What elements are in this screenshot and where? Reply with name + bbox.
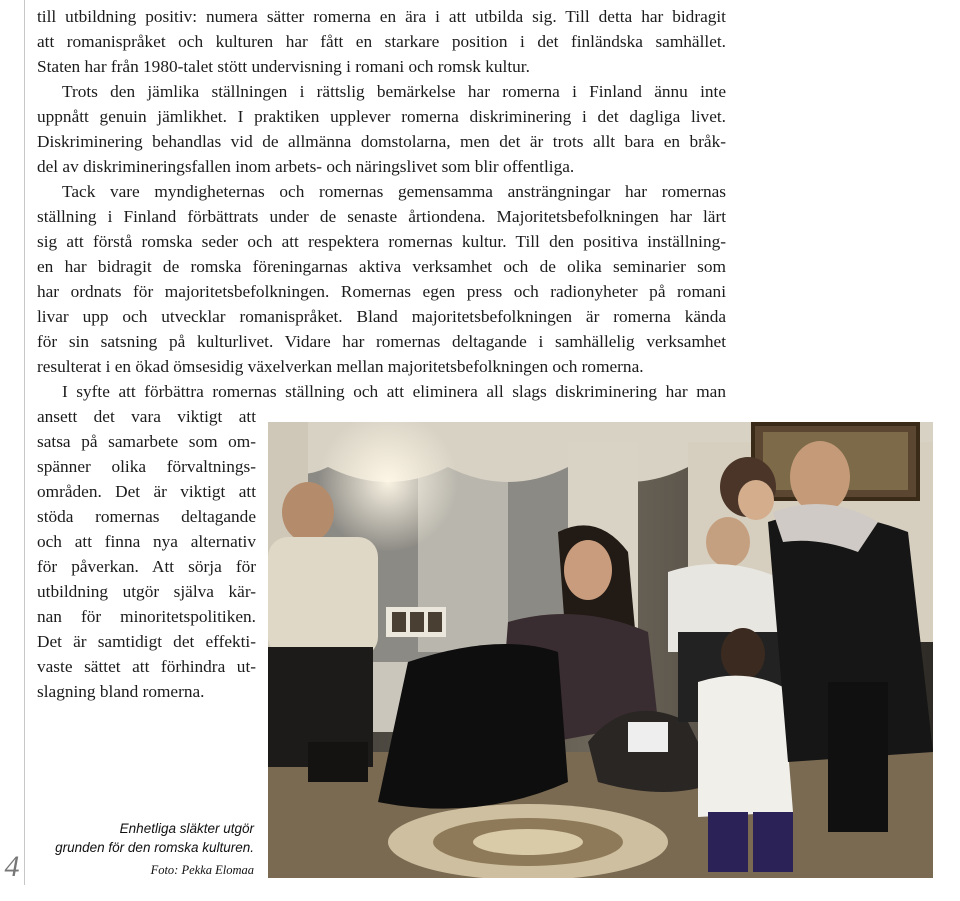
body-line: Staten har från 1980-talet stött undervisning i romani och romsk kultur. xyxy=(37,57,530,76)
page-number: 4 xyxy=(4,850,20,883)
body-line: sig att förstå romska seder och att respektera romernas kultur. Till den positiva inställning- xyxy=(37,232,726,251)
photo-credit: Foto: Pekka Elomaa xyxy=(150,863,254,877)
body-line: slagning bland romerna. xyxy=(37,682,205,701)
body-line: till utbildning positiv: numera sätter romerna en ära i att utbilda sig. Till detta har bidragit xyxy=(37,7,726,26)
family-photo xyxy=(268,422,933,878)
body-line: Trots den jämlika ställningen i rättslig bemärkelse har romerna i Finland ännu inte xyxy=(62,82,726,101)
body-line: ansett det vara viktigt att xyxy=(37,407,256,426)
body-line: att romanispråket och kulturen har fått en starkare position i det finländska samhället. xyxy=(37,32,726,51)
body-line: för påverkan. Att sörja för xyxy=(37,557,256,576)
body-line: en har bidragit de romska föreningarnas aktiva verksamhet och de olika seminarier som xyxy=(37,257,726,276)
body-line: livar upp och utvecklar romanispråket. Bland majoritetsbefolkningen är romerna kända xyxy=(37,307,726,326)
body-line: spänner olika förvaltnings- xyxy=(37,457,256,476)
body-line: Det är samtidigt det effekti- xyxy=(37,632,256,651)
photo-caption: grunden för den romska kulturen. xyxy=(55,840,254,855)
body-line: områden. Det är viktigt att xyxy=(37,482,256,501)
body-line: stöda romernas deltagande xyxy=(37,507,256,526)
body-line: Diskriminering behandlas vid de allmänna domstolarna, men det är trots allt bara en bråk- xyxy=(37,132,726,151)
left-margin-rule xyxy=(24,0,25,885)
body-line: del av diskrimineringsfallen inom arbets- och näringslivet som blir offentliga. xyxy=(37,157,575,176)
body-line: vaste sättet att förhindra ut- xyxy=(37,657,256,676)
body-line: Tack vare myndigheternas och romernas gemensamma ansträngningar har romernas xyxy=(62,182,726,201)
body-line: har ordnats för majoritetsbefolkningen. Romernas egen press och radionyheter på romani xyxy=(37,282,726,301)
body-line: uppnått genuin jämlikhet. I praktiken upplever romerna diskriminering i det dagliga livet. xyxy=(37,107,726,126)
body-line: satsa på samarbete som om- xyxy=(37,432,256,451)
body-line: I syfte att förbättra romernas ställning och att eliminera all slags diskriminering har man xyxy=(62,382,726,401)
photo-caption: Enhetliga släkter utgör xyxy=(119,821,254,836)
body-line: ställning i Finland förbättrats under de senaste årtiondena. Majoritetsbefolkningen har lärt xyxy=(37,207,726,226)
body-line: och att finna nya alternativ xyxy=(37,532,256,551)
body-line: för sin satsning på kulturlivet. Vidare har romernas deltagande i samhällelig verksamhet xyxy=(37,332,726,351)
body-line: utbildning utgör själva kär- xyxy=(37,582,256,601)
body-line: nan för minoritetspolitiken. xyxy=(37,607,256,626)
body-line: resulterat i en ökad ömsesidig växelverkan mellan majoritetsbefolkningen och romerna. xyxy=(37,357,644,376)
